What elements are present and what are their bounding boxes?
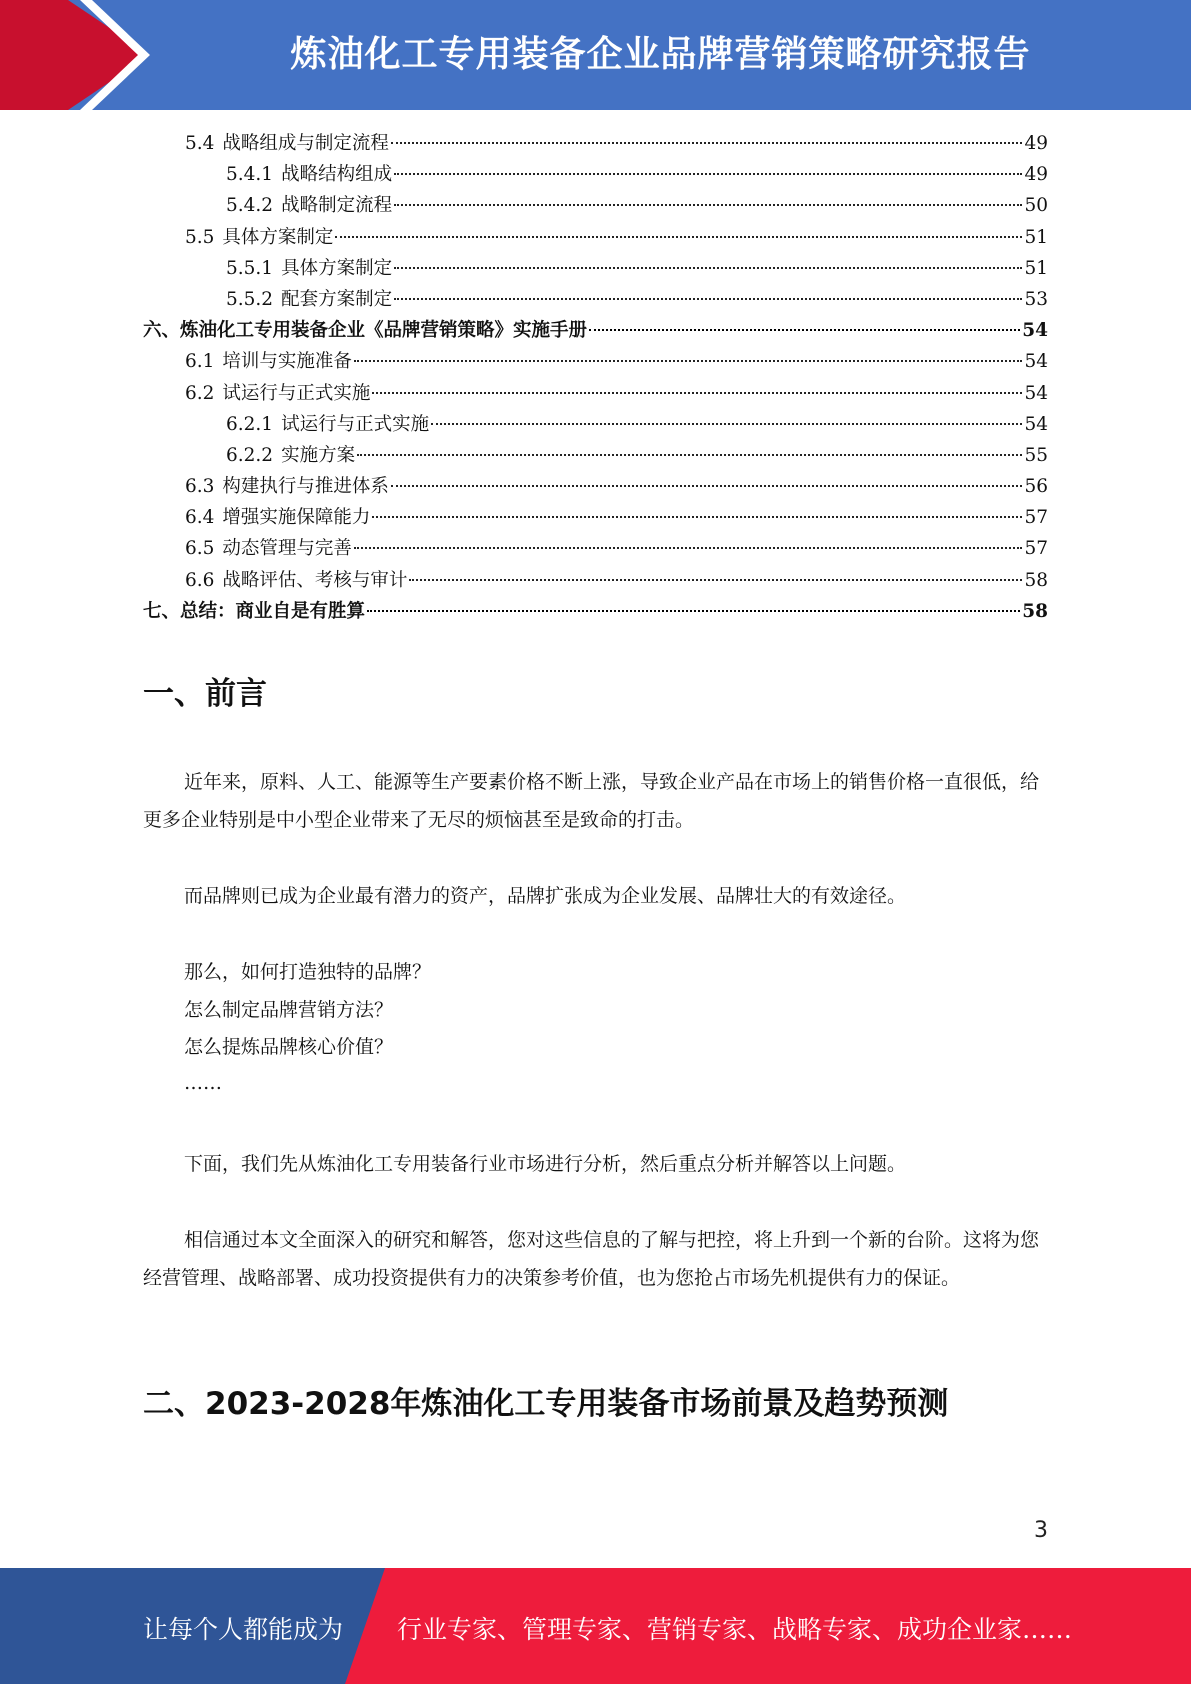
toc-dot-leader xyxy=(589,329,1020,331)
toc-entry-title: 具体方案制定 xyxy=(222,226,334,248)
question-line: 怎么提炼品牌核心价值？ xyxy=(184,1036,394,1058)
toc-entry-title: 战略结构组成 xyxy=(281,164,393,186)
toc-entry[interactable] xyxy=(143,533,1048,564)
toc-entry-page: 58 xyxy=(1022,600,1048,622)
question-line: 那么，如何打造独特的品牌？ xyxy=(184,961,432,983)
toc-dot-leader xyxy=(354,547,1023,549)
toc-entry-title: 战略评估、考核与审计 xyxy=(222,569,408,591)
toc-entry-title: 战略组成与制定流程 xyxy=(222,133,389,154)
toc-entry-page: 51 xyxy=(1024,257,1048,279)
toc-entry-title: 六、炼油化工专用装备企业《品牌营销策略》实施手册 xyxy=(143,320,588,342)
toc-entry-number: 6.2.2 xyxy=(226,444,274,466)
toc-entry-number: 6.2 xyxy=(185,382,215,404)
footer-slogan-right: 行业专家、管理专家、营销专家、战略专家、成功企业家…… xyxy=(397,1615,1073,1644)
toc-entry-page: 49 xyxy=(1024,133,1048,154)
footer-banner xyxy=(0,1568,1191,1684)
toc-entry-page: 58 xyxy=(1024,569,1048,591)
toc-entry[interactable] xyxy=(143,596,1048,627)
page-number: 3 xyxy=(1034,1518,1048,1543)
toc-entry-number: 6.3 xyxy=(185,476,215,498)
toc-dot-leader xyxy=(391,485,1023,487)
toc-entry-title: 试运行与正式实施 xyxy=(281,413,430,435)
footer-slogan-left: 让每个人都能成为 xyxy=(143,1615,344,1644)
toc-entry-number: 5.4.2 xyxy=(226,195,274,217)
toc-dot-leader xyxy=(394,267,1022,269)
toc-entry-page: 55 xyxy=(1024,444,1048,466)
toc-entry-number: 6.2.1 xyxy=(226,413,274,435)
table-of-contents xyxy=(143,128,1048,627)
toc-entry-title: 构建执行与推进体系 xyxy=(222,476,389,498)
toc-dot-leader xyxy=(357,454,1022,456)
toc-dot-leader xyxy=(394,173,1022,175)
toc-entry[interactable] xyxy=(143,565,1048,596)
toc-entry-page: 54 xyxy=(1024,351,1048,373)
toc-dot-leader xyxy=(409,579,1022,581)
toc-dot-leader xyxy=(335,236,1022,238)
toc-entry-number: 6.4 xyxy=(185,507,215,529)
toc-entry-number: 5.5.1 xyxy=(226,257,274,279)
toc-entry-number: 6.1 xyxy=(185,351,215,373)
toc-entry[interactable] xyxy=(143,502,1048,533)
paragraph: 下面，我们先从炼油化工专用装备行业市场进行分析，然后重点分析并解答以上问题。 xyxy=(184,1153,907,1175)
toc-dot-leader xyxy=(391,142,1023,144)
toc-dot-leader xyxy=(394,298,1022,300)
toc-entry-number: 5.4.1 xyxy=(226,164,274,186)
toc-entry-page: 56 xyxy=(1024,476,1048,498)
toc-dot-leader xyxy=(394,204,1022,206)
toc-entry-page: 53 xyxy=(1024,288,1048,310)
section-heading-market-forecast: 二、2023-2028年炼油化工专用装备市场前景及趋势预测 xyxy=(143,1386,949,1422)
toc-entry-title: 具体方案制定 xyxy=(281,257,393,279)
toc-entry[interactable] xyxy=(143,378,1048,409)
paragraph: 而品牌则已成为企业最有潜力的资产，品牌扩张成为企业发展、品牌壮大的有效途径。 xyxy=(184,885,907,907)
toc-entry-page: 54 xyxy=(1024,382,1048,404)
toc-entry[interactable] xyxy=(143,159,1048,190)
toc-entry-page: 57 xyxy=(1024,538,1048,560)
toc-entry[interactable] xyxy=(143,222,1048,253)
toc-entry-page: 50 xyxy=(1024,195,1048,217)
header-banner xyxy=(0,0,1191,110)
toc-dot-leader xyxy=(367,610,1020,612)
toc-entry-page: 54 xyxy=(1022,320,1048,342)
toc-dot-leader xyxy=(372,516,1022,518)
toc-entry[interactable] xyxy=(143,346,1048,377)
toc-entry-page: 49 xyxy=(1024,164,1048,186)
toc-entry-title: 培训与实施准备 xyxy=(222,351,352,373)
toc-entry-title: 增强实施保障能力 xyxy=(222,507,371,529)
toc-entry-title: 战略制定流程 xyxy=(281,195,393,217)
paragraph: 近年来，原料、人工、能源等生产要素价格不断上涨，导致企业产品在市场上的销售价格一直很低，给更多企业特别是中小型企业带来了无尽的烦恼甚至是致命的打击。 xyxy=(143,771,1040,831)
toc-entry-title: 实施方案 xyxy=(281,444,356,466)
question-line: 怎么制定品牌营销方法？ xyxy=(184,999,394,1021)
toc-entry[interactable] xyxy=(143,409,1048,440)
toc-dot-leader xyxy=(354,360,1023,362)
toc-entry[interactable] xyxy=(143,471,1048,502)
paragraph: 相信通过本文全面深入的研究和解答，您对这些信息的了解与把控，将上升到一个新的台阶。这将为您经营管理、战略部署、成功投资提供有力的决策参考价值，也为您抢占市场先机提供有力的保证。 xyxy=(143,1229,1040,1289)
toc-entry-title: 七、总结：商业自是有胜算 xyxy=(143,600,366,622)
toc-entry-page: 57 xyxy=(1024,507,1048,529)
toc-entry-page: 51 xyxy=(1024,226,1048,248)
toc-entry[interactable] xyxy=(143,190,1048,221)
toc-entry-title: 试运行与正式实施 xyxy=(222,382,371,404)
ellipsis: …… xyxy=(184,1072,222,1094)
toc-entry-page: 54 xyxy=(1024,413,1048,435)
toc-entry[interactable] xyxy=(143,284,1048,315)
toc-dot-leader xyxy=(431,423,1022,425)
toc-entry[interactable] xyxy=(143,315,1048,346)
toc-entry-number: 5.5.2 xyxy=(226,288,274,310)
toc-entry-title: 配套方案制定 xyxy=(281,288,393,310)
section-heading-preface: 一、前言 xyxy=(143,676,267,712)
toc-dot-leader xyxy=(372,392,1022,394)
toc-entry[interactable] xyxy=(143,128,1048,159)
toc-entry-number: 6.6 xyxy=(185,569,215,591)
header-arrow-decoration xyxy=(0,0,170,110)
toc-entry-number: 5.4 xyxy=(185,133,215,154)
toc-entry-number: 5.5 xyxy=(185,226,215,248)
toc-entry-number: 6.5 xyxy=(185,538,215,560)
toc-entry[interactable] xyxy=(143,440,1048,471)
toc-entry-title: 动态管理与完善 xyxy=(222,538,352,560)
header-title: 炼油化工专用装备企业品牌营销策略研究报告 xyxy=(290,34,1031,75)
toc-entry[interactable] xyxy=(143,253,1048,284)
